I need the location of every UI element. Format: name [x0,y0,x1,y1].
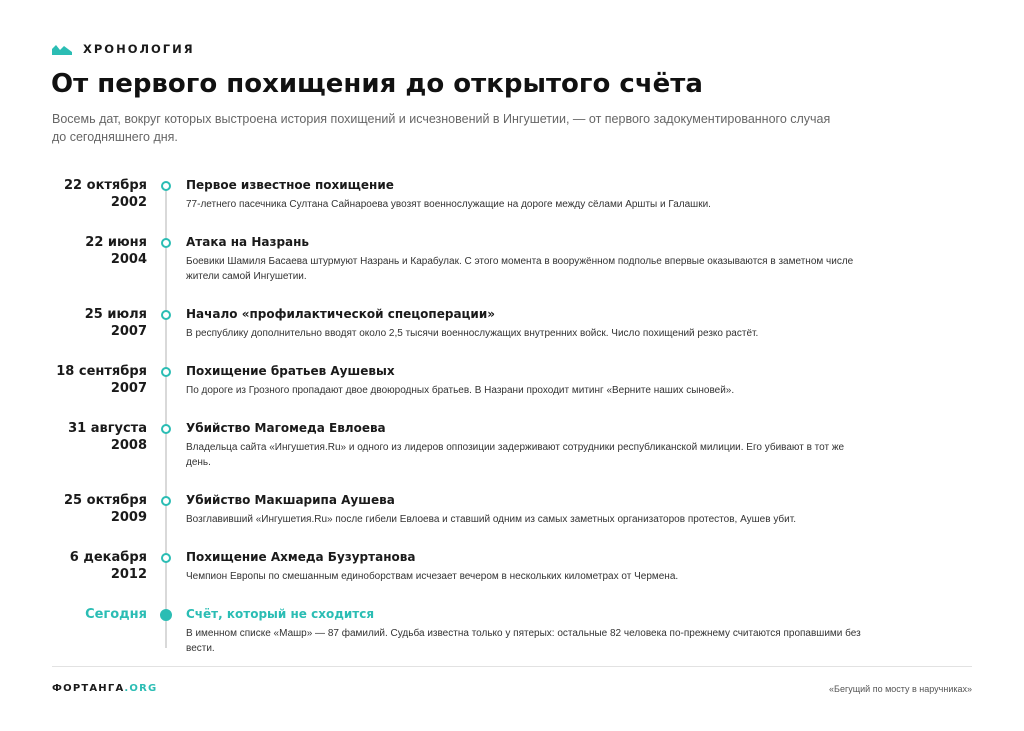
event-date-day: 25 октября [64,493,147,508]
event-date [40,492,147,526]
page-subtitle: Восемь дат, вокруг которых выстроена история похищений и исчезновений в Ингушетии, — от первого задокументированного случая до сегодняшнего дня. [52,112,831,144]
event-date [40,234,147,268]
event-date [40,363,147,397]
event-description: В республику дополнительно вводят около 2,5 тысячи военнослужащих внутренних войск. Число похищений резко растёт. [186,328,759,339]
event-date-year: 2007 [110,381,147,396]
event-date [40,306,147,340]
event-date-year: 2012 [110,567,147,582]
event-title: Убийство Макшарипа Аушева [186,493,395,507]
event-date [40,420,147,454]
timeline-marker [161,181,171,191]
event-date-year: 2007 [110,324,147,339]
event-description: Чемпион Европы по смешанным единоборствам исчезает вечером в нескольких километрах от Чермена. [186,571,679,582]
event-description: Возглавивший «Ингушетия.Ru» после гибели Евлоева и ставший одним из самых заметных организаторов протестов, Аушев убит. [186,514,796,525]
event-date [40,606,147,623]
timeline-marker [161,424,171,434]
timeline-marker [161,496,171,506]
event-description: Боевики Шамиля Басаева штурмуют Назрань и Карабулак. С этого момента в вооружённом подполье впервые оказываются в заметном числе жители самой Ингушетии. [186,256,854,282]
event-description: 77-летнего пасечника Султана Сайнароева увозят военнослужащие на дороге между сёлами Аршты и Галашки. [186,199,711,210]
kicker-label: ХРОНОЛОГИЯ [83,42,195,56]
source-note: «Бегущий по мосту в наручниках» [829,684,972,694]
event-date-day: 18 сентября [56,364,147,379]
event-date-day: 31 августа [68,421,147,436]
event-description: В именном списке «Машр» — 87 фамилий. Судьба известна только у пятерых: остальные 82 человека по-прежнему считаются пропавшими без вести. [186,628,861,654]
page-title: От первого похищения до открытого счёта [51,69,703,99]
timeline-marker [161,310,171,320]
timeline-marker [161,238,171,248]
event-date-year: 2008 [110,438,147,453]
event-description: По дороге из Грозного пропадают двое двоюродных братьев. В Назрани проходит митинг «Верните наших сыновей». [186,385,735,396]
brand-name: ФОРТАНГА [52,683,125,694]
event-title: Первое известное похищение [186,178,394,192]
footer-divider [52,666,972,667]
event-date-year: 2009 [110,510,147,525]
event-title: Похищение братьев Аушевых [186,364,395,378]
event-title: Похищение Ахмеда Бузуртанова [186,550,416,564]
event-date [40,549,147,583]
section-kicker [52,41,195,57]
event-description: Владельца сайта «Ингушетия.Ru» и одного из лидеров оппозиции задерживают сотрудники республиканской милиции. Его убивают в тот же день. [186,442,845,468]
event-date-day: 6 декабря [69,550,147,565]
timeline-marker-current [160,609,172,621]
event-date-day: 22 июня [85,235,147,250]
event-title: Счёт, который не сходится [186,607,375,621]
event-date-day: 25 июля [84,307,147,322]
event-title: Начало «профилактической спецоперации» [186,307,495,321]
event-date [40,177,147,211]
timeline-marker [161,553,171,563]
event-date-year: 2002 [110,195,147,210]
event-title: Атака на Назрань [186,235,310,249]
event-date-day: Сегодня [85,607,147,622]
timeline-axis [165,184,167,648]
brand-logo[interactable] [52,683,157,694]
event-title: Убийство Магомеда Евлоева [186,421,386,435]
event-date-year: 2004 [110,252,147,267]
timeline-marker [161,367,171,377]
brand-tld: .ORG [124,683,158,694]
event-date-day: 22 октября [64,178,147,193]
mountains-icon [52,44,72,55]
